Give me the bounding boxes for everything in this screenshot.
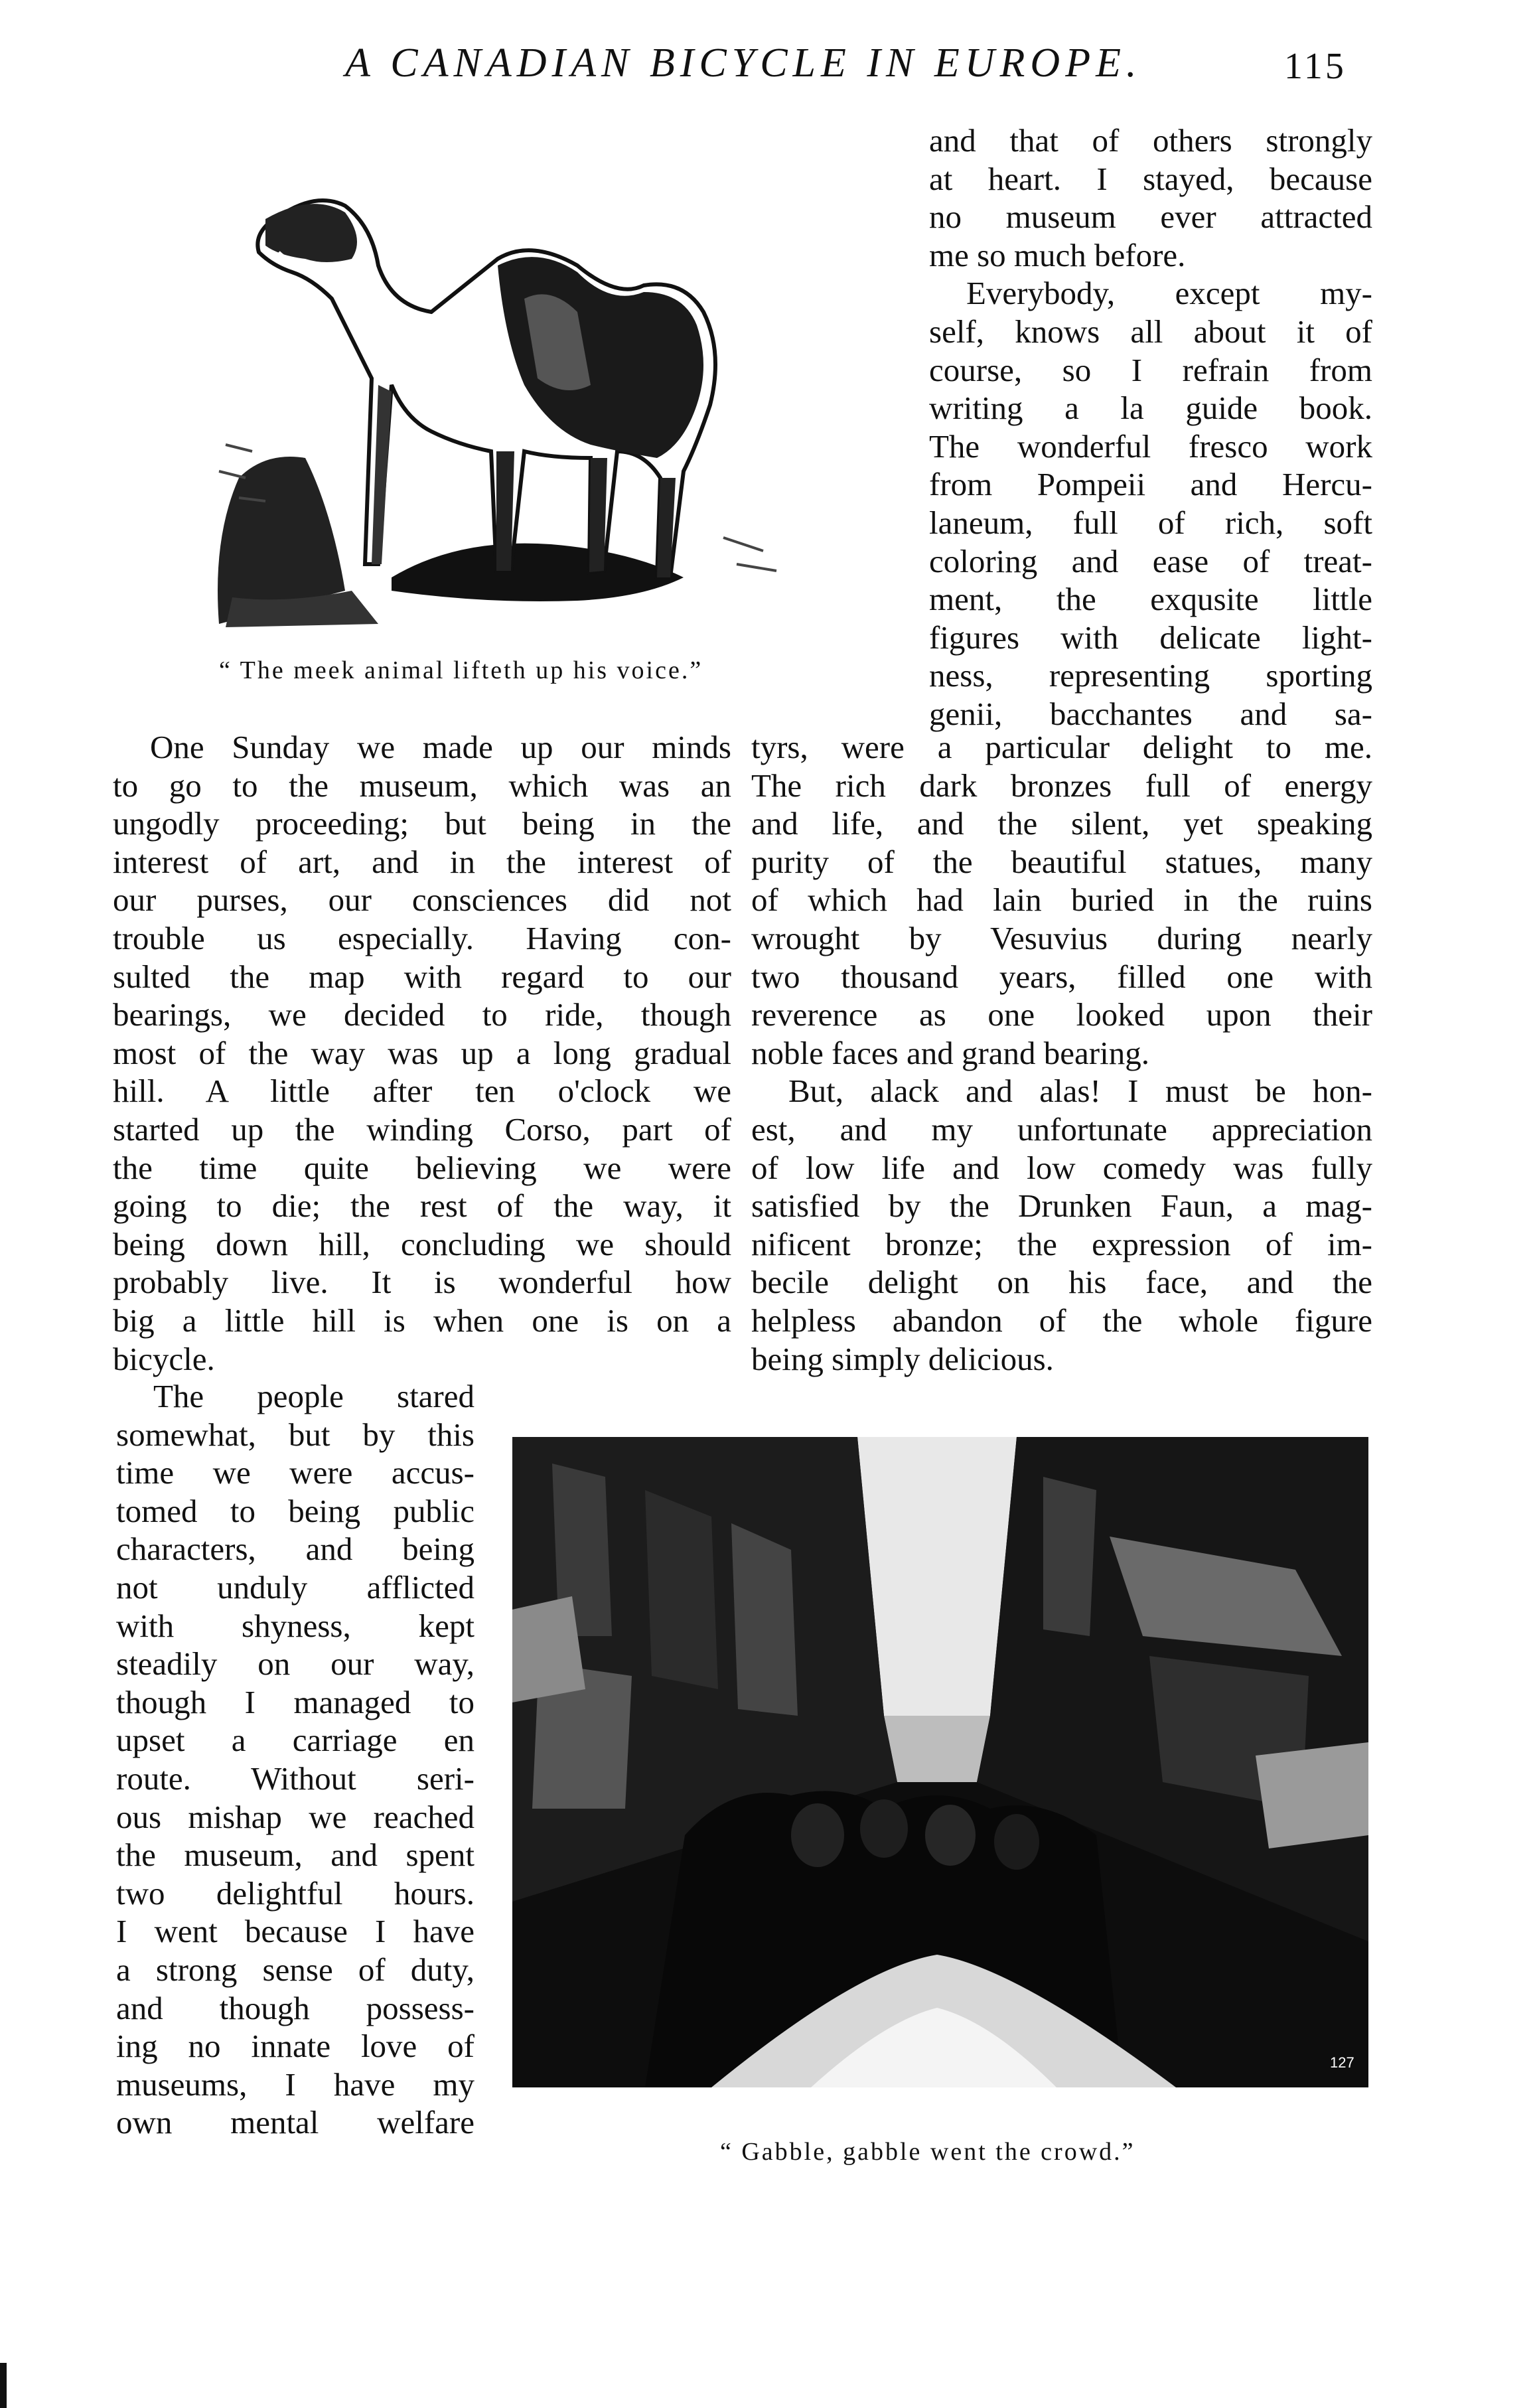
text-line: I went because I have (116, 1913, 474, 1950)
text-line: time we were accus- (116, 1454, 474, 1491)
text-line: from Pompeii and Hercu- (929, 466, 1372, 503)
text-line: The wonderful fresco work (929, 427, 1372, 465)
text-line: ous mishap we reached (116, 1798, 474, 1835)
text-line: steadily on our way, (116, 1645, 474, 1683)
street-scene (512, 1437, 1368, 2087)
text-line: bearings, we decided to ride, though (113, 996, 731, 1033)
text-line: noble faces and grand bearing. (751, 1034, 1149, 1071)
text-line: somewhat, but by this (116, 1416, 474, 1453)
text-line: and though possess- (116, 1989, 474, 2026)
text-line: One Sunday we made up our minds (150, 729, 731, 765)
text-line: big a little hill is when one is on a (113, 1302, 731, 1339)
text-line: though I managed to (116, 1683, 474, 1720)
text-line: trouble us especially. Having con- (113, 919, 731, 956)
text-line: The people stared (153, 1378, 474, 1414)
text-line: sulted the map with regard to our (113, 958, 731, 995)
page-number: 115 (1284, 46, 1347, 87)
text-line: and life, and the silent, yet speaking (751, 805, 1372, 842)
text-line: upset a carriage en (116, 1722, 474, 1759)
text-line: interest of art, and in the interest of (113, 843, 731, 880)
left-column (113, 728, 731, 1378)
text-line: two thousand years, filled one with (751, 958, 1372, 995)
text-line: bicycle. (113, 1340, 215, 1377)
text-line: museums, I have my (116, 2066, 474, 2103)
text-line: route. Without seri- (116, 1760, 474, 1797)
text-line: Everybody, except my- (966, 275, 1372, 312)
text-line: me so much before. (929, 236, 1186, 273)
text-line: reverence as one looked upon their (751, 996, 1372, 1033)
text-line: ment, the exqusite little (929, 581, 1372, 618)
text-line: figures with delicate light- (929, 619, 1372, 656)
margin-mark (0, 2363, 7, 2408)
text-line: started up the winding Corso, part of (113, 1110, 731, 1148)
text-line: ing no innate love of (116, 2028, 474, 2065)
text-line: probably live. It is wonderful how (113, 1264, 731, 1301)
running-head (0, 28, 1531, 88)
text-line: satisfied by the Drunken Faun, a mag- (751, 1187, 1372, 1225)
text-line: and that of others strongly (929, 122, 1372, 159)
text-line: genii, bacchantes and sa- (929, 695, 1372, 732)
text-line: helpless abandon of the whole figure (751, 1302, 1372, 1339)
text-line: being simply delicious. (751, 1340, 1054, 1377)
text-line: The rich dark bronzes full of energy (751, 767, 1372, 804)
text-line: of low life and low comedy was fully (751, 1149, 1372, 1186)
running-title: A CANADIAN BICYCLE IN EUROPE. (345, 40, 1142, 86)
text-line: characters, and being (116, 1531, 474, 1568)
text-line: wrought by Vesuvius during nearly (751, 919, 1372, 956)
text-line: being down hill, concluding we should (113, 1225, 731, 1262)
text-line: to go to the museum, which was an (113, 767, 731, 804)
text-line: our purses, our consciences did not (113, 881, 731, 919)
text-line: the time quite believing we were (113, 1149, 731, 1186)
text-line: nificent bronze; the expression of im- (751, 1225, 1372, 1262)
text-line: tyrs, were a particular delight to me. (751, 729, 1372, 765)
text-line: tomed to being public (116, 1492, 474, 1529)
text-line: no museum ever attracted (929, 198, 1372, 236)
text-line: two delightful hours. (116, 1874, 474, 1912)
text-line: ungodly proceeding; but being in the (113, 805, 731, 842)
text-line: the museum, and spent (116, 1837, 474, 1874)
text-line: laneum, full of rich, soft (929, 504, 1372, 541)
text-line: own mental welfare (116, 2104, 474, 2141)
street-photograph (512, 1437, 1368, 2087)
text-line: a strong sense of duty, (116, 1951, 474, 1988)
text-line: going to die; the rest of the way, it (113, 1187, 731, 1225)
text-line: hill. A little after ten o'clock we (113, 1073, 731, 1110)
text-line: most of the way was up a long gradual (113, 1034, 731, 1071)
text-line: writing a la guide book. (929, 390, 1372, 427)
text-line: of which had lain buried in the ruins (751, 881, 1372, 919)
right-column (751, 728, 1372, 1378)
right-column-top (929, 121, 1372, 733)
text-line: not unduly afflicted (116, 1568, 474, 1606)
camel-drawing (179, 166, 816, 631)
left-narrow-column (116, 1377, 474, 2142)
camel-illustration (179, 166, 816, 631)
photo-corner-mark: 127 (1330, 2054, 1354, 2071)
text-line: purity of the beautiful statues, many (751, 843, 1372, 880)
text-line: coloring and ease of treat- (929, 542, 1372, 579)
text-line: at heart. I stayed, because (929, 160, 1372, 197)
text-line: ness, representing sporting (929, 657, 1372, 694)
text-line: course, so I refrain from (929, 351, 1372, 388)
text-line: est, and my unfortunate appreciation (751, 1110, 1372, 1148)
camel-caption: “ The meek animal lifteth up his voice.” (219, 656, 703, 684)
text-line: But, alack and alas! I must be hon- (788, 1073, 1372, 1110)
text-line: with shyness, kept (116, 1607, 474, 1644)
text-line: becile delight on his face, and the (751, 1264, 1372, 1301)
text-line: self, knows all about it of (929, 313, 1372, 350)
street-caption: “ Gabble, gabble went the crowd.” (720, 2138, 1135, 2166)
